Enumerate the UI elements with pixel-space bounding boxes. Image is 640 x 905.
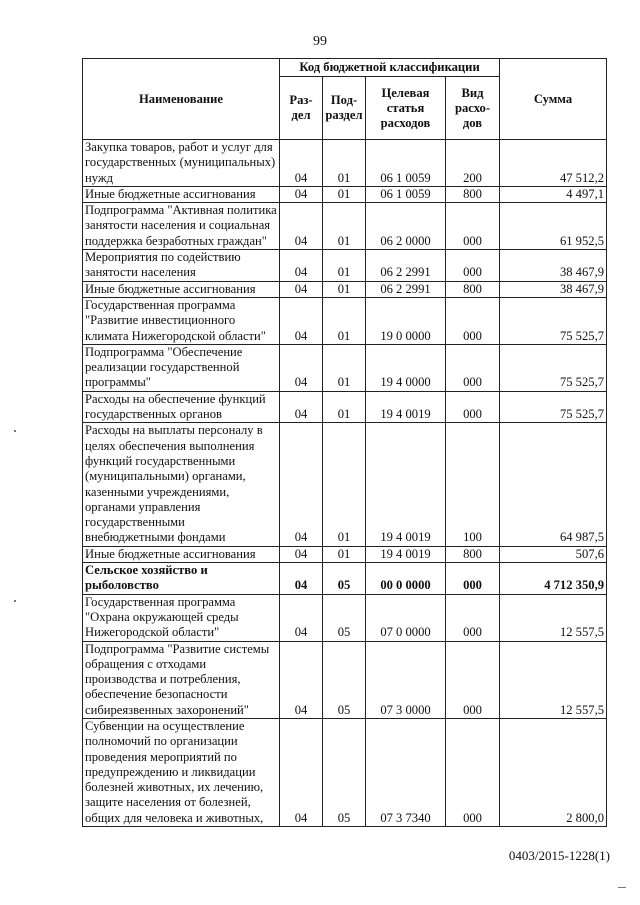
row-sum: 38 467,9 — [500, 250, 607, 282]
row-expense-type: 000 — [446, 718, 500, 826]
row-target-article: 07 3 7340 — [366, 718, 446, 826]
row-section: 04 — [280, 563, 323, 595]
table-row — [83, 344, 607, 391]
row-section: 04 — [280, 391, 323, 423]
row-sum: 75 525,7 — [500, 344, 607, 391]
row-subsection: 01 — [323, 140, 366, 187]
row-expense-type: 000 — [446, 641, 500, 718]
row-target-article: 07 0 0000 — [366, 594, 446, 641]
row-target-article: 00 0 0000 — [366, 563, 446, 595]
table-row — [83, 250, 607, 282]
row-sum: 38 467,9 — [500, 281, 607, 297]
table-row — [83, 297, 607, 344]
row-name: Подпрограмма "Активная политика занятости населения и социальная поддержка безработных граждан" — [83, 203, 280, 250]
header-expense-type: Вид расхо- дов — [446, 77, 500, 140]
row-section: 04 — [280, 203, 323, 250]
row-subsection: 05 — [323, 641, 366, 718]
scan-artifact — [14, 430, 16, 432]
table-row — [83, 423, 607, 546]
row-subsection: 01 — [323, 391, 366, 423]
row-section: 04 — [280, 641, 323, 718]
row-sum: 75 525,7 — [500, 297, 607, 344]
row-sum: 47 512,2 — [500, 140, 607, 187]
row-name: Иные бюджетные ассигнования — [83, 281, 280, 297]
row-expense-type: 000 — [446, 563, 500, 595]
row-target-article: 19 0 0000 — [366, 297, 446, 344]
row-name: Субвенции на осуществление полномочий по организации проведения мероприятий по предупреждению и ликвидации болезней животных, их лечению, защите населения от болезней, общих для человека и животных, — [83, 718, 280, 826]
row-subsection: 05 — [323, 594, 366, 641]
row-sum: 61 952,5 — [500, 203, 607, 250]
row-subsection: 01 — [323, 250, 366, 282]
row-name: Государственная программа "Развитие инвестиционного климата Нижегородской области" — [83, 297, 280, 344]
row-target-article: 19 4 0019 — [366, 423, 446, 546]
row-expense-type: 800 — [446, 186, 500, 202]
row-sum: 12 557,5 — [500, 641, 607, 718]
header-classification: Код бюджетной классификации — [280, 59, 500, 77]
row-target-article: 19 4 0019 — [366, 391, 446, 423]
row-sum: 2 800,0 — [500, 718, 607, 826]
row-sum: 4 497,1 — [500, 186, 607, 202]
table-row — [83, 391, 607, 423]
row-expense-type: 000 — [446, 344, 500, 391]
row-subsection: 05 — [323, 718, 366, 826]
row-target-article: 06 2 0000 — [366, 203, 446, 250]
row-section: 04 — [280, 423, 323, 546]
table-row — [83, 563, 607, 595]
row-section: 04 — [280, 594, 323, 641]
row-expense-type: 000 — [446, 391, 500, 423]
document-code: 0403/2015-1228(1) — [508, 848, 610, 863]
row-name: Подпрограмма "Обеспечение реализации государственной программы" — [83, 344, 280, 391]
table-row — [83, 203, 607, 250]
row-sum: 64 987,5 — [500, 423, 607, 546]
row-subsection: 01 — [323, 203, 366, 250]
row-section: 04 — [280, 718, 323, 826]
table-row — [83, 594, 607, 641]
row-section: 04 — [280, 140, 323, 187]
page-number: 99 — [313, 34, 327, 49]
row-name: Подпрограмма "Развитие системы обращения с отходами производства и потребления, обеспечение безопасности сибиреязвенных захоронений" — [83, 641, 280, 718]
table-row — [83, 718, 607, 826]
row-target-article: 19 4 0000 — [366, 344, 446, 391]
header-name: Наименование — [83, 59, 280, 140]
row-section: 04 — [280, 250, 323, 282]
table-row — [83, 186, 607, 202]
header-section: Раз- дел — [280, 77, 323, 140]
row-expense-type: 000 — [446, 250, 500, 282]
table-row — [83, 641, 607, 718]
budget-rows — [83, 140, 607, 827]
row-name: Сельское хозяйство и рыболовство — [83, 563, 280, 595]
header-sum: Сумма — [500, 59, 607, 140]
row-target-article: 06 2 2991 — [366, 281, 446, 297]
row-expense-type: 800 — [446, 281, 500, 297]
header-target-article: Целевая статья расходов — [366, 77, 446, 140]
row-sum: 507,6 — [500, 546, 607, 562]
row-name: Государственная программа "Охрана окружающей среды Нижегородской области" — [83, 594, 280, 641]
row-subsection: 01 — [323, 281, 366, 297]
row-sum: 12 557,5 — [500, 594, 607, 641]
row-subsection: 01 — [323, 344, 366, 391]
row-name: Мероприятия по содействию занятости населения — [83, 250, 280, 282]
row-section: 04 — [280, 344, 323, 391]
row-target-article: 06 2 2991 — [366, 250, 446, 282]
row-target-article: 19 4 0019 — [366, 546, 446, 562]
row-name: Закупка товаров, работ и услуг для государственных (муниципальных) нужд — [83, 140, 280, 187]
row-expense-type: 000 — [446, 594, 500, 641]
row-name: Иные бюджетные ассигнования — [83, 546, 280, 562]
row-subsection: 01 — [323, 423, 366, 546]
row-subsection: 05 — [323, 563, 366, 595]
row-target-article: 07 3 0000 — [366, 641, 446, 718]
row-subsection: 01 — [323, 186, 366, 202]
table-row — [83, 281, 607, 297]
scan-artifact — [14, 600, 16, 602]
row-name: Расходы на обеспечение функций государственных органов — [83, 391, 280, 423]
row-sum: 4 712 350,9 — [500, 563, 607, 595]
row-section: 04 — [280, 297, 323, 344]
row-subsection: 01 — [323, 297, 366, 344]
row-section: 04 — [280, 546, 323, 562]
row-expense-type: 200 — [446, 140, 500, 187]
row-target-article: 06 1 0059 — [366, 186, 446, 202]
row-expense-type: 000 — [446, 297, 500, 344]
table-row — [83, 546, 607, 562]
budget-table — [82, 58, 607, 827]
row-target-article: 06 1 0059 — [366, 140, 446, 187]
row-expense-type: 800 — [446, 546, 500, 562]
row-expense-type: 000 — [446, 203, 500, 250]
header-subsection: Под- раздел — [323, 77, 366, 140]
row-subsection: 01 — [323, 546, 366, 562]
scan-artifact — [618, 887, 626, 888]
row-name: Расходы на выплаты персоналу в целях обеспечения выполнения функций государственными (муниципальными) органами, казенными учреждениями, органами управления государственными внебюджетными фондами — [83, 423, 280, 546]
row-section: 04 — [280, 281, 323, 297]
table-row — [83, 140, 607, 187]
row-name: Иные бюджетные ассигнования — [83, 186, 280, 202]
row-sum: 75 525,7 — [500, 391, 607, 423]
row-section: 04 — [280, 186, 323, 202]
row-expense-type: 100 — [446, 423, 500, 546]
